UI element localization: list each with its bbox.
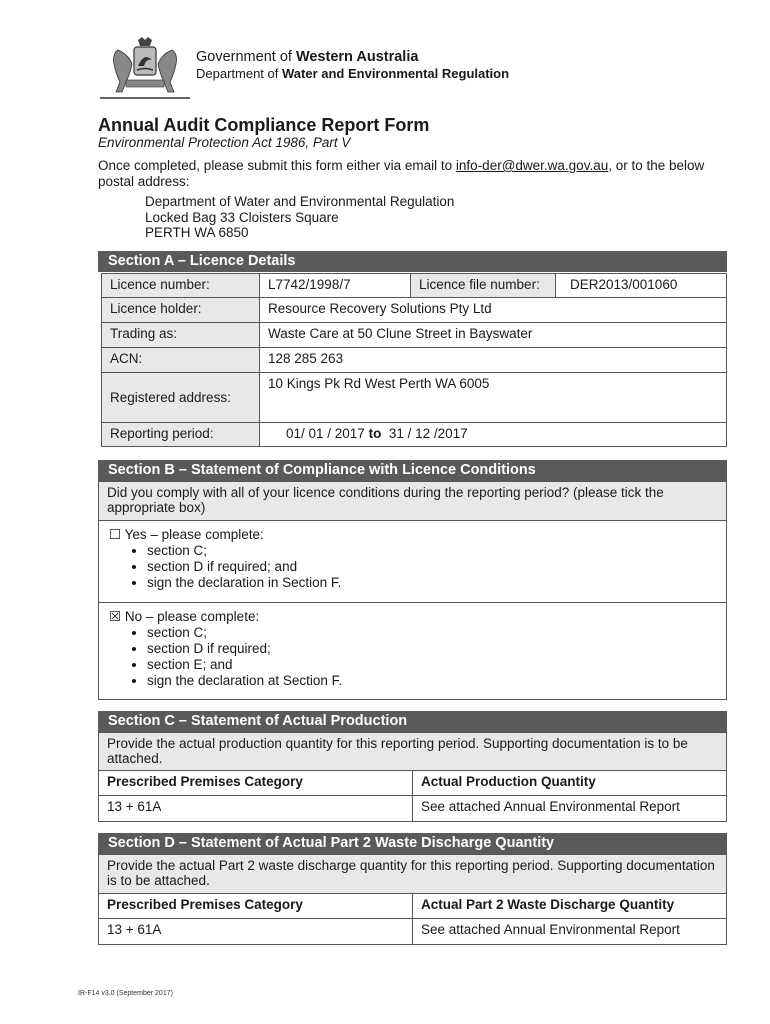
address-value: 10 Kings Pk Rd West Perth WA 6005 — [259, 372, 727, 423]
form-title: Annual Audit Compliance Report Form — [98, 115, 430, 135]
wa-coat-of-arms-icon — [100, 36, 190, 102]
holder-value: Resource Recovery Solutions Pty Ltd — [259, 297, 727, 323]
intro-text: Once completed, please submit this form either via email to info-der@dwer.wa.gov.au, or to the below postal address: — [98, 158, 705, 189]
section-d-col1: Prescribed Premises Category — [98, 893, 413, 919]
section-d-val2: See attached Annual Environmental Report — [412, 918, 727, 945]
holder-label: Licence holder: — [101, 297, 260, 323]
no-checkbox[interactable]: ☒ — [109, 609, 122, 624]
licence-number-label: Licence number: — [101, 273, 260, 298]
address-label: Registered address: — [101, 372, 260, 423]
licence-number-value: L7742/1998/7 — [259, 273, 411, 298]
section-d-heading: Section D – Statement of Actual Part 2 Waste Discharge Quantity — [98, 833, 727, 854]
acn-label: ACN: — [101, 347, 260, 373]
yes-checkbox[interactable]: ☐ — [109, 527, 122, 542]
form-version-footer: IR-F14 v3.0 (September 2017) — [78, 990, 173, 997]
section-c-col2: Actual Production Quantity — [412, 770, 727, 796]
section-d-instruction: Provide the actual Part 2 waste discharge quantity for this reporting period. Supporting documentation is to be attached. — [98, 854, 727, 894]
form-subtitle: Environmental Protection Act 1986, Part V — [98, 135, 351, 150]
licence-file-value: DER2013/001060 — [555, 273, 727, 298]
period-label: Reporting period: — [101, 422, 260, 447]
section-d-col2: Actual Part 2 Waste Discharge Quantity — [412, 893, 727, 919]
period-value: 01/ 01 / 2017 to 31 / 12 /2017 — [259, 422, 727, 447]
section-b-heading: Section B – Statement of Compliance with Licence Conditions — [98, 460, 727, 481]
licence-file-label: Licence file number: — [410, 273, 556, 298]
section-c-col1: Prescribed Premises Category — [98, 770, 413, 796]
section-b-question: Did you comply with all of your licence conditions during the reporting period? (please tick the appropriate box) — [98, 481, 727, 521]
acn-value: 128 285 263 — [259, 347, 727, 373]
section-c-instruction: Provide the actual production quantity for this reporting period. Supporting documentation is to be attached. — [98, 732, 727, 771]
section-d-val1: 13 + 61A — [98, 918, 413, 945]
section-c-val2: See attached Annual Environmental Report — [412, 795, 727, 822]
department-name: Department of Water and Environmental Regulation — [196, 66, 510, 81]
option-yes: ☐ Yes – please complete: • section C; • section D if required; and • sign the declaration in Section F. — [98, 520, 727, 603]
email-link[interactable]: info-der@dwer.wa.gov.au — [455, 158, 609, 173]
government-name: Government of Western Australia — [196, 49, 419, 65]
trading-value: Waste Care at 50 Clune Street in Bayswater — [259, 322, 727, 348]
section-c-val1: 13 + 61A — [98, 795, 413, 822]
option-no: ☒ No – please complete: • section C; • section D if required; • section E; and • sign the declaration at Section F. — [98, 602, 727, 700]
trading-label: Trading as: — [101, 322, 260, 348]
postal-address: Department of Water and Environmental Regulation Locked Bag 33 Cloisters Square PERTH WA 6850 — [145, 194, 455, 240]
section-c-heading: Section C – Statement of Actual Production — [98, 711, 727, 732]
section-a-heading: Section A – Licence Details — [98, 251, 727, 272]
